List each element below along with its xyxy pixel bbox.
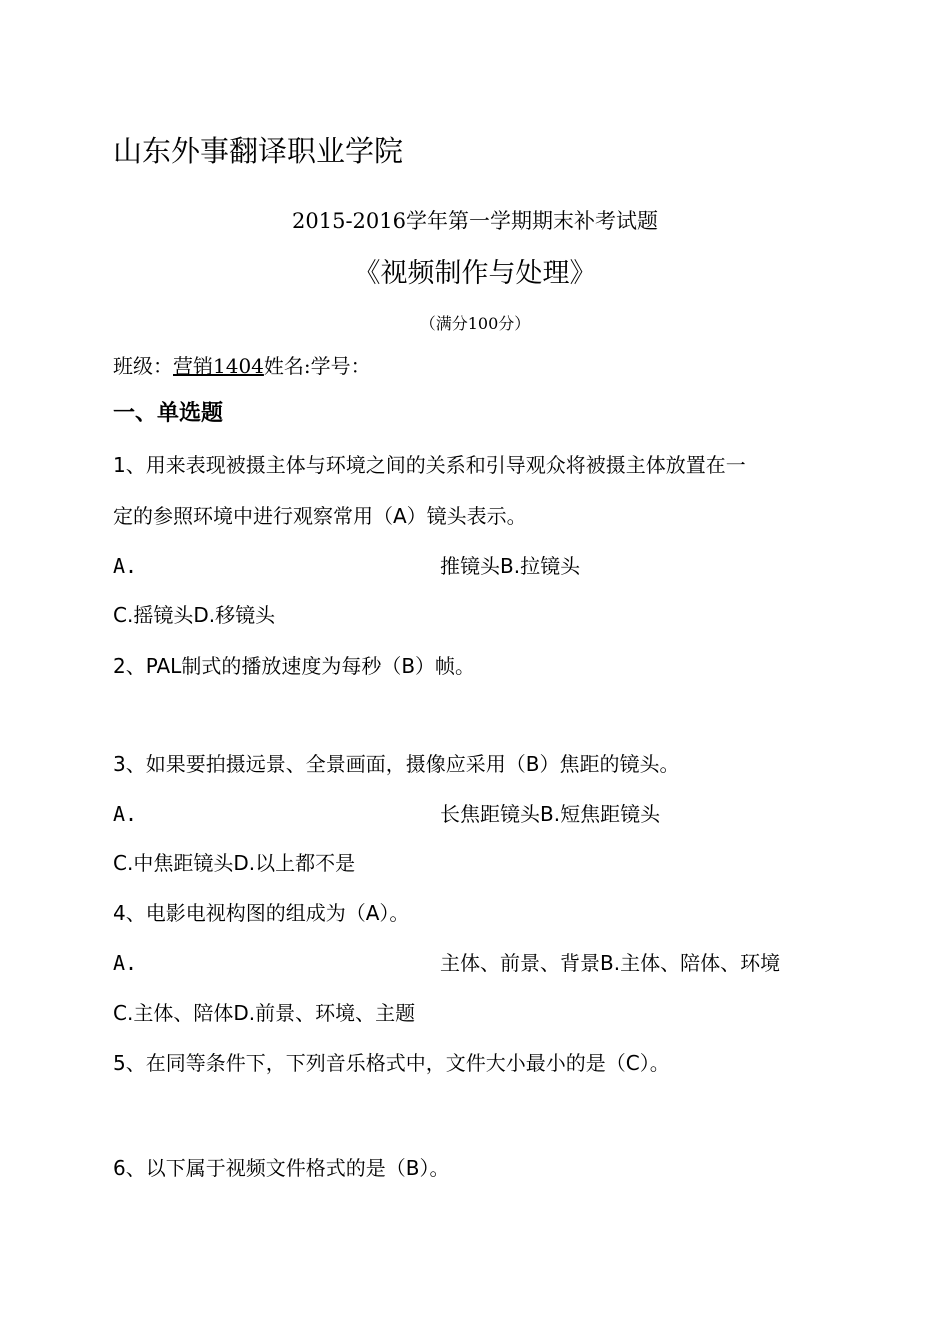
question-1-options-cd: C.摇镜头D.移镜头 (113, 603, 276, 627)
class-label: 班级： (113, 354, 173, 378)
question-4-options-ab: 主体、前景、背景B.主体、陪体、环境 (440, 951, 781, 975)
school-name: 山东外事翻译职业学院 (113, 134, 404, 168)
question-1-option-a-label: A. (113, 554, 138, 578)
question-4-options-cd: C.主体、陪体D.前景、环境、主题 (113, 1001, 416, 1025)
section-title: 一、单选题 (113, 401, 224, 426)
class-value: 营销1404 (173, 354, 264, 378)
question-4-option-a-label: A. (113, 951, 138, 975)
name-id-labels: 姓名:学号： (263, 354, 371, 378)
question-3-options-cd: C.中焦距镜头D.以上都不是 (113, 851, 356, 875)
full-score-note: （满分100分） (419, 314, 531, 333)
exam-term-title: 2015-2016学年第一学期期末补考试题 (292, 209, 658, 233)
question-1-options-ab: 推镜头B.拉镜头 (440, 554, 581, 578)
question-1-line-2: 定的参照环境中进行观察常用（A）镜头表示。 (113, 504, 527, 528)
question-1-line-1: 1、用来表现被摄主体与环境之间的关系和引导观众将被摄主体放置在一 (113, 453, 746, 477)
course-title: 《视频制作与处理》 (353, 258, 597, 289)
question-3: 3、如果要拍摄远景、全景画面，摄像应采用（B）焦距的镜头。 (113, 752, 680, 776)
question-3-option-a-label: A. (113, 802, 138, 826)
question-2: 2、PAL制式的播放速度为每秒（B）帧。 (113, 654, 476, 678)
student-info-line (113, 356, 371, 376)
question-3-options-ab: 长焦距镜头B.短焦距镜头 (440, 802, 661, 826)
question-4: 4、电影电视构图的组成为（A）。 (113, 901, 410, 925)
question-5: 5、在同等条件下，下列音乐格式中，文件大小最小的是（C）。 (113, 1051, 670, 1075)
question-6: 6、以下属于视频文件格式的是（B）。 (113, 1156, 450, 1180)
